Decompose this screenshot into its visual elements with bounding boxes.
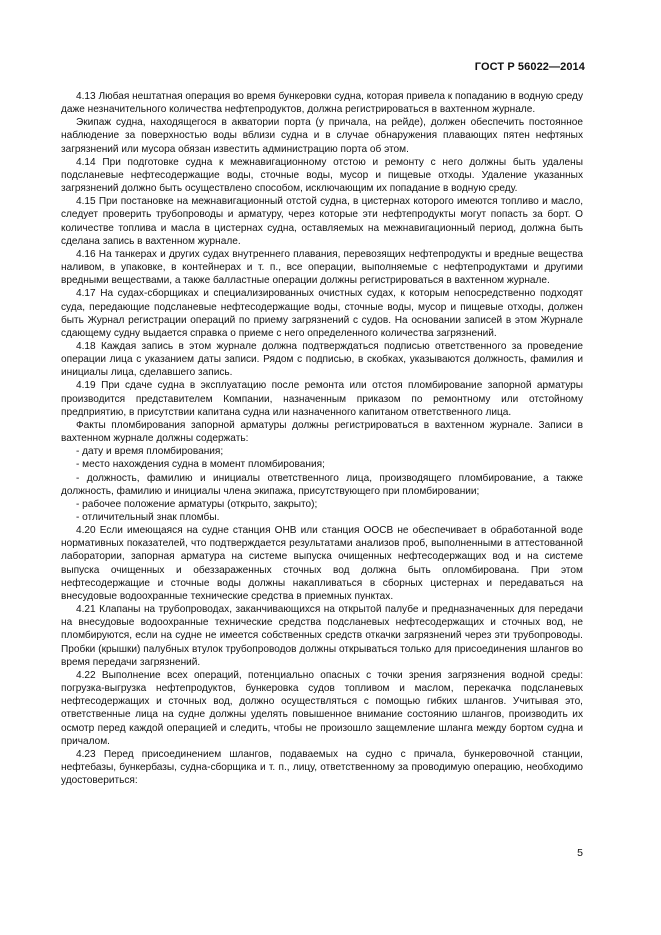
- paragraph-4-15: 4.15 При постановке на межнавигационный отстой судна, в цистернах которого имеются топливо и масло, следует проверить трубопроводы и арматуру, через которые эти нефтепродукты могут попасть за борт. О количестве топлива и масла в цистернах судна, оставляемых на межнавигационный период, должна быть сделана запись в вахтенном журнале.: [61, 196, 583, 247]
- paragraph-4-17: 4.17 На судах-сборщиках и специализированных очистных судах, к которым непосредственно подходят суда, передающие подсланевые нефтесодержащие воды, сточные воды, мусор и пищевые отходы, должен быть Журнал регистрации операций по приему загрязнений с судов. На основании записей в этом Журнале сдающему судну выдается справка о приеме с него определенного количества загрязнений.: [61, 288, 583, 339]
- paragraph-4-14: 4.14 При подготовке судна к межнавигационному отстою и ремонту с него должны быть удалены подсланевые нефтесодержащие воды, сточные воды, мусор и пищевые отходы. Удаление указанных загрязнений должно быть осуществлено способом, исключающим их попадание в водную среду.: [61, 156, 583, 195]
- paragraph-4-23: 4.23 Перед присоединением шлангов, подаваемых на судно с причала, бункеровочной станции, нефтебазы, бункербазы, судна-сборщика и т. п., лицу, ответственному за проводимую операцию, необходимо удостовериться:: [61, 748, 583, 787]
- paragraph-4-22: 4.22 Выполнение всех операций, потенциально опасных с точки зрения загрязнения водной среды: погрузка-выгрузка нефтепродуктов, бункеровка судов топливом и маслом, перекачка подсланевых нефтесодержащих и сточных вод, должно осуществляться с помощью гибких шлангов. Учитывая это, ответственные лица на судне должны уделять повышенное внимание состоянию шлангов, производить их осмотр перед каждой операцией и следить, чтобы не произошло защемление шланга между бортом судна и причалом.: [61, 669, 583, 747]
- list-item: - место нахождения судна в момент пломбирования;: [76, 459, 325, 471]
- paragraph-4-21: 4.21 Клапаны на трубопроводах, заканчивающихся на открытой палубе и предназначенных для передачи на внесудовые водоохранные технические средства подсланевых нефтесодержащих и сточных вод, не пломбируются, если на судне не имеется собственных средств откачки загрязнений через эти трубопроводы. Пробки (крышки) палубных втулок трубопроводов должны открываться только для присоединения шлангов во время передачи загрязнений.: [61, 604, 583, 668]
- list-item: - дату и время пломбирования;: [76, 446, 224, 458]
- list-item: - отличительный знак пломбы.: [76, 512, 220, 523]
- paragraph-4-16: 4.16 На танкерах и других судах внутреннего плавания, перевозящих нефтепродукты и вредные вещества наливом, в упаковке, в контейнерах и т. п., все операции, выполняемые с нефтепродуктами и другими вредными веществами, а также балластные операции должны регистрироваться в вахтенном журнале.: [61, 248, 583, 287]
- paragraph-4-19: 4.19 При сдаче судна в эксплуатацию после ремонта или отстоя пломбирование запорной арматуры производится представителем Компании, назначенным приказом по ремонтному или отстойному предприятию, в присутствии капитана судна или назначенного капитаном ответственного лица.: [61, 380, 583, 418]
- paragraph-crew-observation: Экипаж судна, находящегося в акватории порта (у причала, на рейде), должен обеспечить постоянное наблюдение за поверхностью воды вблизи судна и в случае обнаружения плавающих пятен нефтяных загрязнений или мусора обязан известить администрацию порта об этом.: [61, 117, 583, 155]
- list-item: - должность, фамилию и инициалы ответственного лица, производящего пломбирование, а также должность, фамилию и инициалы члена экипажа, присутствующего при пломбировании;: [61, 472, 583, 497]
- document-body: [61, 90, 583, 787]
- paragraph-4-20: 4.20 Если имеющаяся на судне станция ОНВ или станция ООСВ не обеспечивает в обработанной воде нормативных показателей, что подтверждается результатами анализов проб, выполненными в аттестованной лаборатории, запорная арматура на системе выпуска очищенных нефтесодержащих вод и на системе выпуска очищенных и обеззараженных сточных вод должна быть опломбирована. При этом нефтесодержащие и сточные воды должны накапливаться в сборных цистернах и передаваться на внесудовые водоохранные технические средства в приемных пунктах.: [61, 525, 583, 602]
- standard-designation: ГОСТ Р 56022—2014: [474, 61, 585, 73]
- paragraph-4-13: 4.13 Любая нештатная операция во время бункеровки судна, которая привела к попаданию в водную среду даже незначительного количества нефтепродуктов, должна регистрироваться в вахтенном журнале.: [61, 91, 583, 116]
- paragraph-sealing-records: Факты пломбирования запорной арматуры должны регистрироваться в вахтенном журнале. Записи в вахтенном журнале должны содержать:: [61, 419, 583, 445]
- page-number: 5: [577, 847, 583, 859]
- paragraph-4-18: 4.18 Каждая запись в этом журнале должна подтверждаться подписью ответственного за проведение операции лица с указанием даты записи. Рядом с подписью, в скобках, указываются должность, фамилия и инициалы лица, сделавшего запись.: [61, 340, 583, 379]
- list-item: - рабочее положение арматуры (открыто, закрыто);: [76, 498, 318, 510]
